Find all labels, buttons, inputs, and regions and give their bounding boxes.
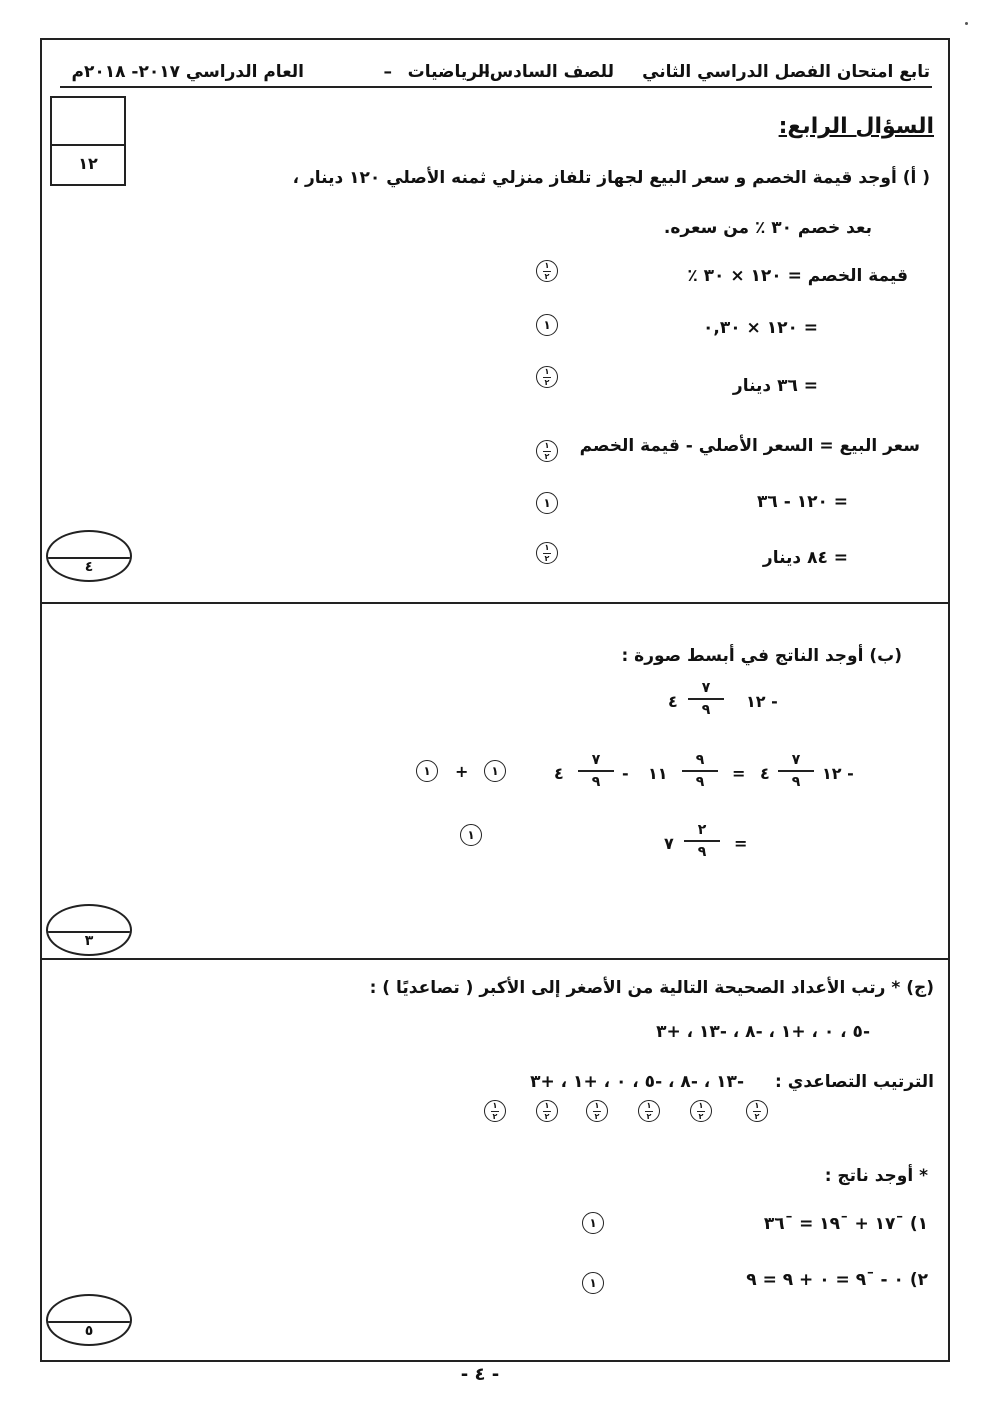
score-b: ٣	[84, 933, 94, 949]
whole-4: ٤	[760, 764, 770, 783]
mark-one: ١	[582, 1272, 604, 1294]
part-a-line-1: قيمة الخصم = ١٢٠ × ٣٠ ٪	[687, 266, 908, 286]
part-a-prompt-2: بعد خصم ٣٠ ٪ من سعره.	[663, 218, 872, 238]
part-a-line-2: = ١٢٠ × ٠,٣٠	[703, 318, 818, 338]
whole-11: ١١	[648, 764, 668, 783]
fraction-7-9: ٧ ٩	[778, 752, 814, 790]
order-values: -١٣ ، -٨ ، -٥ ، ٠ ، +١ ، +٣	[530, 1072, 744, 1092]
mark-half: ١ ٢	[536, 440, 558, 462]
part-c-prompt: (ج) * رتب الأعداد الصحيحة التالية من الأصغر إلى الأكبر ( تصاعديًا ) :	[369, 978, 934, 998]
grade-label: للصف السادس–	[481, 62, 614, 82]
minus-sign: -	[622, 764, 629, 783]
score-oval-b	[46, 904, 132, 956]
part-a-line-3: = ٣٦ دينار	[732, 376, 818, 396]
divider	[40, 958, 950, 960]
fraction-2-9: ٢ ٩	[684, 822, 720, 860]
mark-half: ١ ٢	[536, 260, 558, 282]
mark-half: ١ ٢	[638, 1100, 660, 1122]
mark-one: ١	[484, 760, 506, 782]
score-oval-a	[46, 530, 132, 582]
mark-half: ١ ٢	[746, 1100, 768, 1122]
mark-half: ١ ٢	[536, 366, 558, 388]
exam-title: تابع امتحان الفصل الدراسي الثاني	[642, 62, 930, 82]
whole-4: ٤	[554, 764, 564, 783]
exam-header	[60, 54, 932, 88]
mark-one: ١	[536, 492, 558, 514]
equals-sign: =	[734, 834, 748, 853]
page-number: - ٤ -	[460, 1364, 500, 1385]
divider	[40, 602, 950, 604]
part-c-numbers: -٥ ، ٠ ، +١ ، -٨ ، -١٣ ، +٣	[656, 1022, 870, 1042]
header-dash: –	[383, 62, 392, 82]
mark-half: ١ ٢	[690, 1100, 712, 1122]
year-label: العام الدراسي ٢٠١٧- ٢٠١٨م	[71, 62, 304, 82]
scan-speck	[965, 22, 968, 25]
equation-2: ٢) ٠ - ¯٩ = ٠ + ٩ = ٩	[746, 1270, 928, 1290]
score-c: ٥	[84, 1323, 94, 1339]
mark-one: ١	[536, 314, 558, 336]
fraction-9-9: ٩ ٩	[682, 752, 718, 790]
part-a-line-4: سعر البيع = السعر الأصلي - قيمة الخصم	[579, 436, 920, 456]
score-oval-c	[46, 1294, 132, 1346]
whole-12: ١٢ -	[746, 692, 778, 711]
whole-7: ٧	[664, 834, 674, 853]
fraction-7-9: ٧ ٩	[688, 680, 724, 718]
order-label: الترتيب التصاعدي :	[775, 1072, 934, 1092]
part-a-line-5: = ١٢٠ - ٣٦	[757, 492, 848, 512]
equals-sign: =	[732, 764, 746, 783]
mark-half: ١ ٢	[536, 1100, 558, 1122]
score-a: ٤	[84, 559, 94, 575]
mark-one: ١	[416, 760, 438, 782]
find-label: * أوجد ناتج :	[824, 1166, 928, 1186]
subject-label: الرياضيات	[407, 62, 490, 82]
mark-half: ١ ٢	[484, 1100, 506, 1122]
total-score: ١٢	[78, 154, 98, 173]
mark-half: ١ ٢	[536, 542, 558, 564]
part-b-prompt: (ب) أوجد الناتج في أبسط صورة :	[621, 646, 902, 666]
whole-4: ٤	[668, 692, 678, 711]
fraction-7-9: ٧ ٩	[578, 752, 614, 790]
part-a-prompt: ( أ) أوجد قيمة الخصم و سعر البيع لجهاز تلفاز منزلي ثمنه الأصلي ١٢٠ دينار ،	[292, 168, 930, 188]
question-title: السؤال الرابع:	[778, 114, 934, 139]
total-score-box	[50, 96, 126, 186]
whole-12: ١٢ -	[822, 764, 854, 783]
plus-sign: +	[455, 762, 469, 781]
mark-one: ١	[582, 1212, 604, 1234]
mark-half: ١ ٢	[586, 1100, 608, 1122]
mark-one: ١	[460, 824, 482, 846]
equation-1: ١) ¯١٧ + ¯١٩ = ¯٣٦	[763, 1214, 928, 1234]
part-a-line-6: = ٨٤ دينار	[762, 548, 848, 568]
